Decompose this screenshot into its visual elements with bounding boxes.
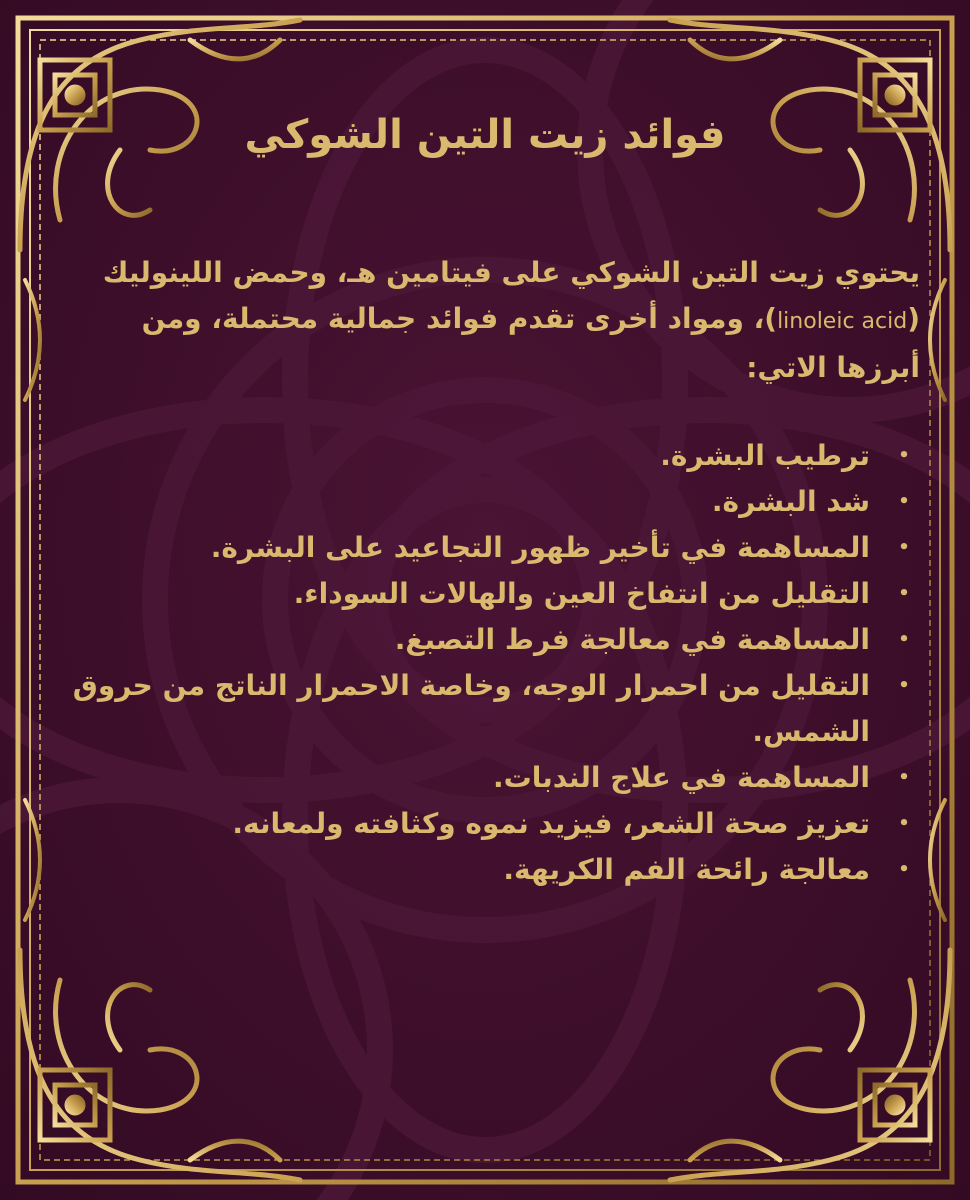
list-item-text: التقليل من انتفاخ العين والهالات السوداء. bbox=[293, 577, 870, 610]
intro-latin-term: linoleic acid bbox=[777, 309, 908, 334]
bullet-icon: • bbox=[898, 675, 910, 696]
list-item bbox=[70, 479, 920, 525]
bullet-icon: • bbox=[898, 445, 910, 466]
list-item-text: المساهمة في معالجة فرط التصبغ. bbox=[394, 623, 870, 656]
list-item-text: ترطيب البشرة. bbox=[660, 439, 870, 472]
intro-part2: )، ومواد أخرى تقدم فوائد جمالية محتملة، ومن أبرزها الاتي: bbox=[141, 302, 920, 384]
list-item-text: التقليل من احمرار الوجه، وخاصة الاحمرار الناتج من حروق الشمس. bbox=[72, 669, 870, 748]
list-item bbox=[70, 525, 920, 571]
list-item-text: المساهمة في تأخير ظهور التجاعيد على البشرة. bbox=[210, 531, 870, 564]
list-item-text: معالجة رائحة الفم الكريهة. bbox=[503, 853, 870, 886]
list-item bbox=[70, 663, 920, 755]
list-item bbox=[70, 847, 920, 893]
list-item bbox=[70, 433, 920, 479]
bullet-icon: • bbox=[898, 859, 910, 880]
list-item bbox=[70, 755, 920, 801]
content bbox=[70, 250, 920, 893]
corner-ornament-bottom-left bbox=[20, 950, 300, 1180]
list-item-text: شد البشرة. bbox=[711, 485, 870, 518]
bullet-icon: • bbox=[898, 491, 910, 512]
left-side-flourish-lower bbox=[25, 800, 40, 920]
left-side-flourish bbox=[25, 280, 40, 400]
list-item bbox=[70, 801, 920, 847]
list-item-text: تعزيز صحة الشعر، فيزيد نموه وكثافته ولمعانه. bbox=[232, 807, 870, 840]
bullet-icon: • bbox=[898, 629, 910, 650]
intro-part1: يحتوي زيت التين الشوكي على فيتامين هـ، وحمض اللينوليك ( bbox=[102, 256, 920, 335]
benefits-list bbox=[70, 433, 920, 893]
list-item bbox=[70, 617, 920, 663]
list-item-text: المساهمة في علاج الندبات. bbox=[492, 761, 870, 794]
bullet-icon: • bbox=[898, 583, 910, 604]
bullet-icon: • bbox=[898, 767, 910, 788]
corner-ornament-bottom-right bbox=[670, 950, 950, 1180]
bullet-icon: • bbox=[898, 813, 910, 834]
page-title: فوائد زيت التين الشوكي bbox=[244, 112, 726, 158]
intro-paragraph bbox=[70, 250, 920, 391]
list-item bbox=[70, 571, 920, 617]
bullet-icon: • bbox=[898, 537, 910, 558]
right-side-flourish bbox=[930, 280, 945, 400]
right-side-flourish-lower bbox=[930, 800, 945, 920]
